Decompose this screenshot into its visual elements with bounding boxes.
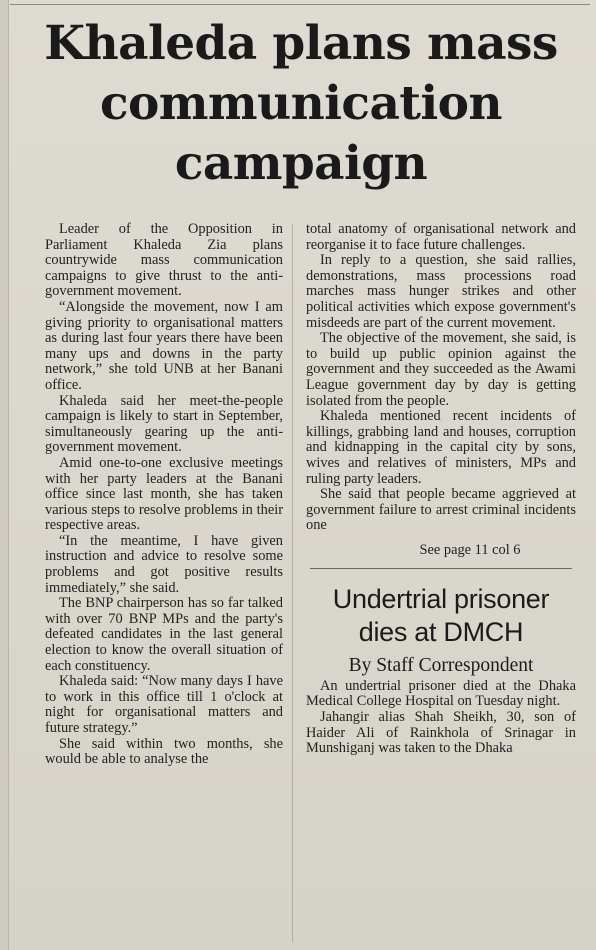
article-paragraph: She said that people became aggrieved at government failure to arrest criminal incidents one [306,486,576,534]
brief-paragraph: Jahangir alias Shah Sheikh, 30, son of Haider Ali of Rainkhola of Srinagar in Munshiganj was taken to the Dhaka [306,709,576,757]
top-rule [10,4,590,5]
article-paragraph: total anatomy of organisational network and reorganise it to face future challenges. [306,221,576,253]
story-separator-rule [310,568,572,569]
article-paragraph: The objective of the movement, she said, is to build up public opinion against the government and they succeeded as the Awami League government day by day is getting isolated from the people. [306,330,576,409]
article-paragraph: Khaleda said: “Now many days I have to work in this office till 1 o'clock at night for organisational matters and future strategy.” [45,673,283,736]
article-paragraph: The BNP chairperson has so far talked with over 70 BNP MPs and the party's defeated candidates in the last general election to know the overall situation of each constituency. [45,595,283,674]
brief-byline: By Staff Correspondent [348,654,534,676]
article-paragraph: “Alongside the movement, now I am giving priority to organisational matters as during last four years there have been many ups and downs in the party network,” she told UNB at her Banani office. [45,298,283,393]
column-divider [292,224,293,942]
article-column-left [45,222,283,768]
article-paragraph: Khaleda mentioned recent incidents of killings, grabbing land and houses, corruption and kidnapping in the capital city by sons, wives and relatives of ministers, MPs and ruling party leaders. [306,408,576,487]
continuation-jump-line: See page 11 col 6 [419,541,521,558]
article-paragraph: Leader of the Opposition in Parliament Khaleda Zia plans countrywide mass communication campaigns to give thrust to the anti-government movement. [45,221,283,300]
article-paragraph: “In the meantime, I have given instruction and advice to resolve some problems and got positive results immediately,” she said. [45,532,283,596]
article-paragraph: She said within two months, she would be able to analyse the [45,735,283,768]
article-paragraph: Amid one-to-one exclusive meetings with her party leaders at the Banani office since last month, she has taken various steps to resolve problems in their respective areas. [45,454,283,534]
page-edge [0,0,9,950]
article-headline: Khaleda plans mass communication campaign [44,16,558,191]
brief-headline: Undertrial prisoner dies at DMCH [332,583,550,647]
article-paragraph: In reply to a question, she said rallies, demonstrations, mass processions road marches mass hunger strikes and other political activities which expose government's misdeeds are part of the current movement. [306,252,576,331]
article-paragraph: Khaleda said her meet-the-people campaign is likely to start in September, simultaneously gearing up the anti-government movement. [45,392,283,456]
brief-paragraph: An undertrial prisoner died at the Dhaka Medical College Hospital on Tuesday night. [306,677,576,710]
article-column-right [306,222,576,757]
